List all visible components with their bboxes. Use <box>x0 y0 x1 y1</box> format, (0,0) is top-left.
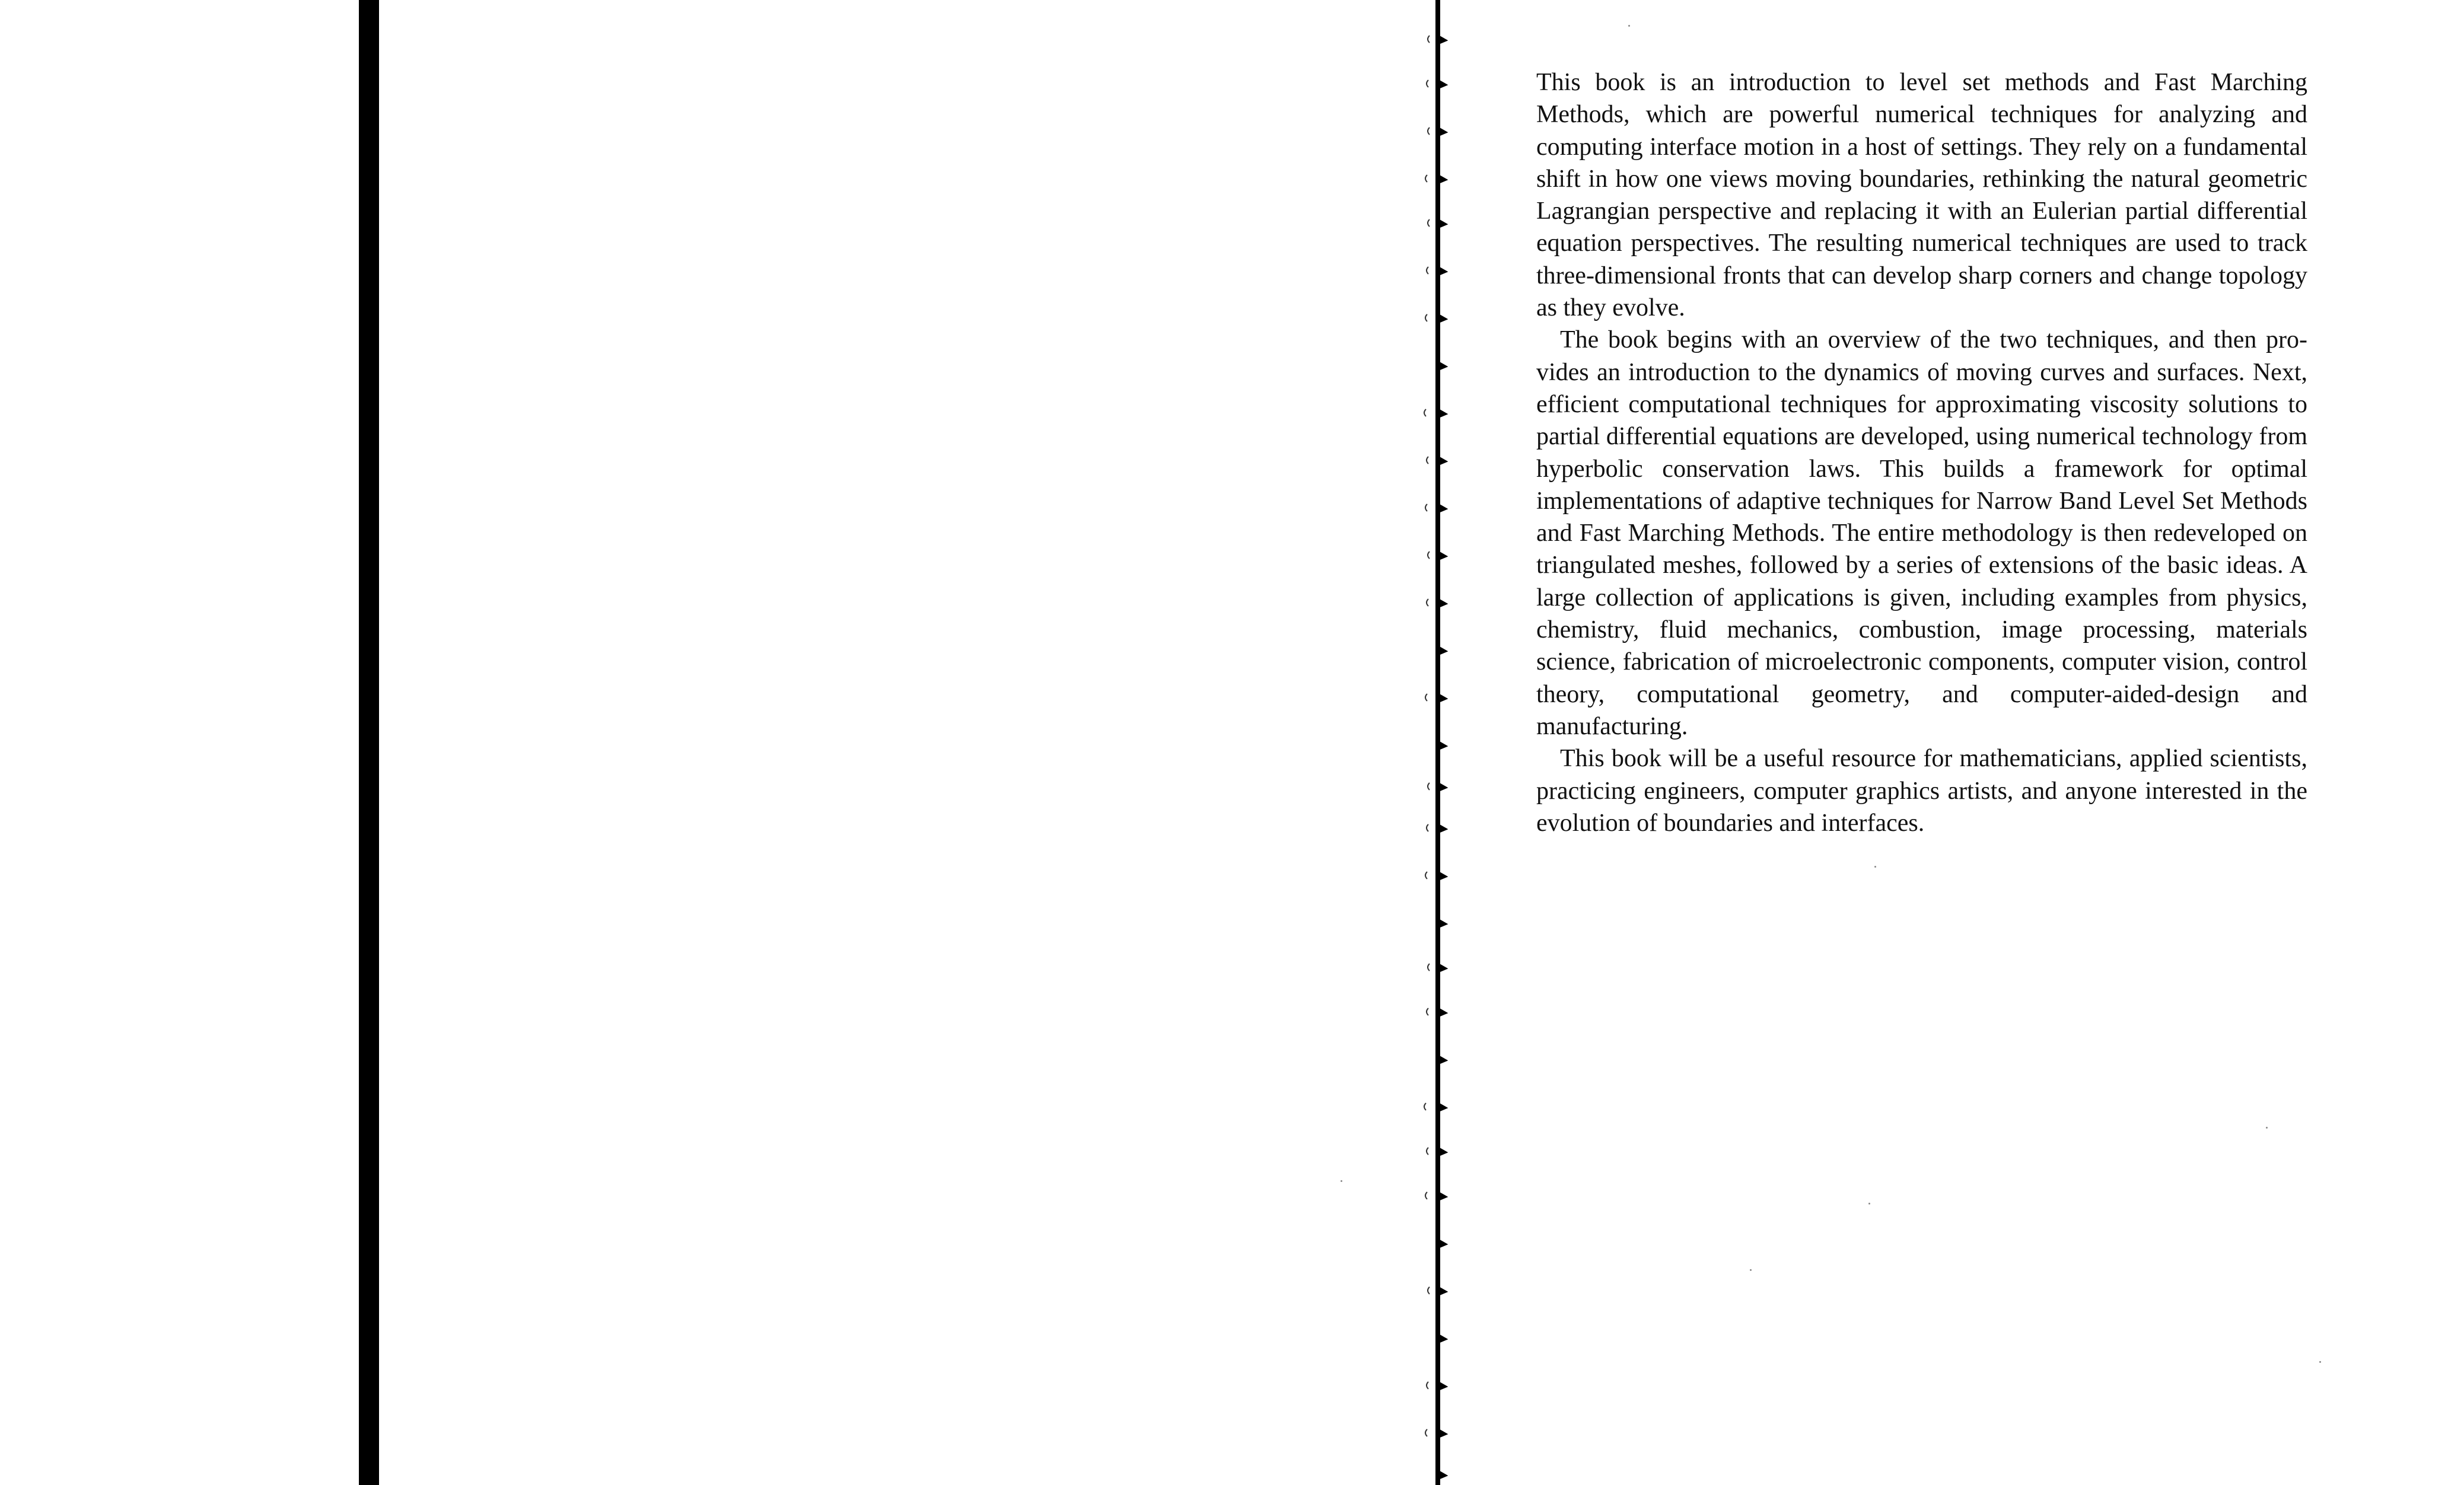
book-blurb-text <box>1536 66 2307 839</box>
blurb-paragraph-3: This book will be a useful resource for mathematicians, applied scientists, practicing engineers, computer graphics artists, and anyone interested in the evolution of boundaries and interfaces. <box>1536 745 2307 837</box>
left-page-scan-edge <box>359 0 379 1485</box>
scan-speck <box>2319 1361 2321 1363</box>
blurb-paragraph-1: This book is an introduction to level set methods and Fast Marching Methods, which are powerful numerical techniques for analyzing and computing interface motion in a host of settings. They rely on a fundamental shift in how one views moving boundaries, rethinking the natural geometric Lagrangian perspective and replacing it with an Eulerian partial differential equation perspectives. The resulting numerical techniques are used to track three-dimensional fronts that can develop sharp corners and change topology as they evolve. <box>1536 69 2307 322</box>
scan-speck <box>1874 866 1876 868</box>
scan-speck <box>1750 1269 1752 1271</box>
book-spine-binding <box>1412 0 1453 1485</box>
binding-stitches <box>1412 0 1453 1485</box>
blurb-paragraph-2: The book begins with an overview of the two techniques, and then provides an introduction to the dynamics of moving curves and surfaces. Next, efficient computational techniques for approximating viscosity solutions to partial differential equations are developed, using numerical technology from hyperbolic conservation laws. This builds a framework for optimal implementations of adaptive techniques for Narrow Band Level Set Methods and Fast Marching Methods. The entire methodology is then redeveloped on triangulated meshes, followed by a series of extensions of the basic ideas. A large collection of applications is given, including examples from physics, chemistry, fluid mechanics, combustion, image processing, materials science, fabrication of microelectronic components, computer vision, control theory, computational geometry, and computer-aided-design and manufacturing. <box>1536 326 2307 740</box>
scan-speck <box>1341 1180 1342 1182</box>
scan-speck <box>2266 1127 2268 1129</box>
scan-speck <box>1868 1203 1870 1204</box>
scan-speck <box>1628 25 1630 27</box>
